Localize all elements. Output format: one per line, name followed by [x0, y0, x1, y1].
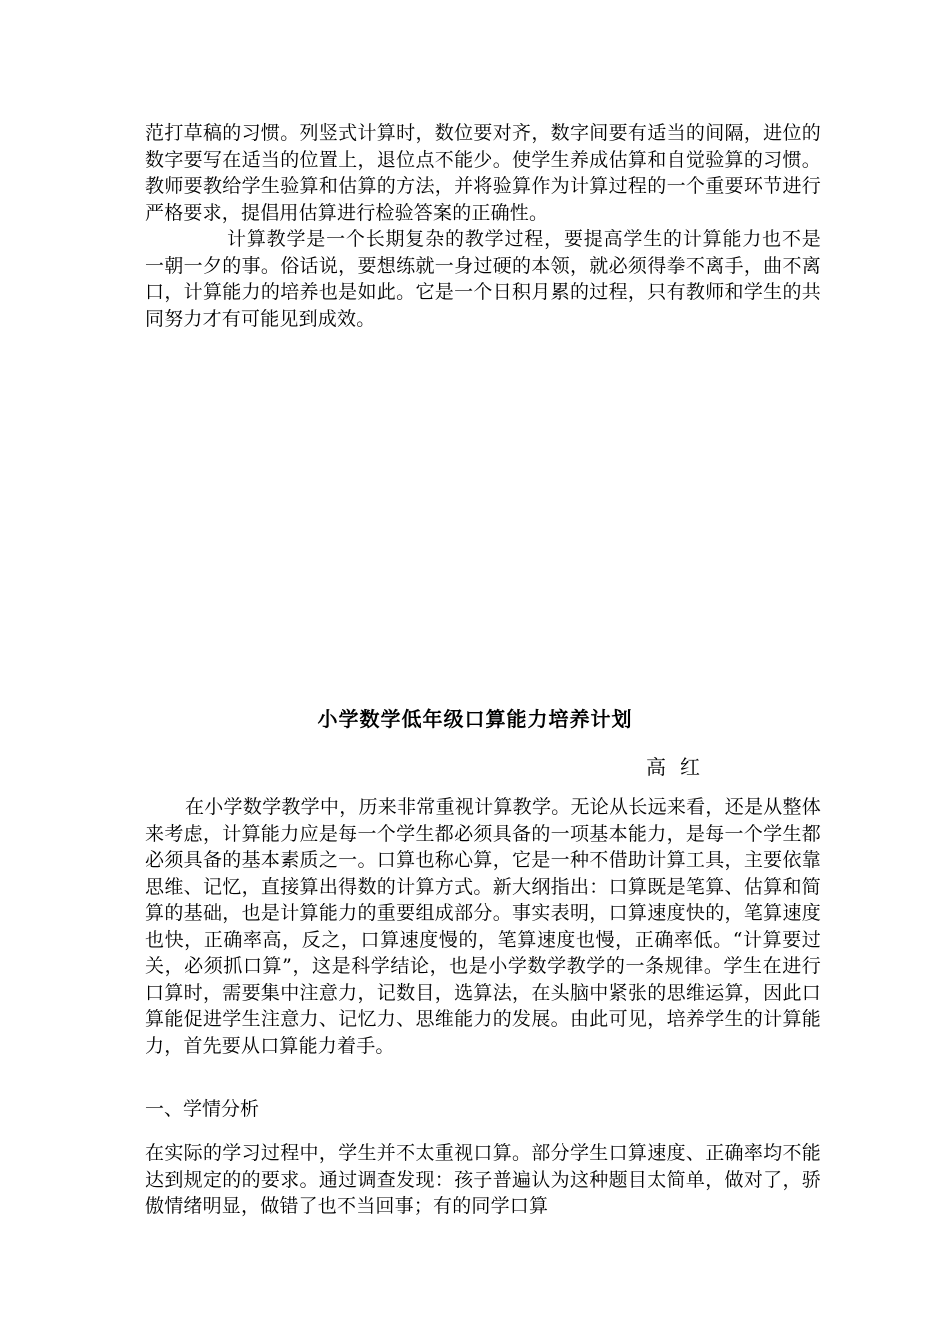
paragraph-intro: 在小学数学教学中，历来非常重视计算教学。无论从长远来看，还是从整体来考虑，计算能力应是每一个学生都必须具备的一项基本能力，是每一个学生都必须具备的基本素质之一。口算也称心算，它是一种不借助计算工具，主要依靠思维、记忆，直接算出得数的计算方式。新大纲指出：口算既是笔算、估算和简算的基础，也是计算能力的重要组成部分。事实表明，口算速度快的，笔算速度也快，正确率高，反之，口算速度慢的，笔算速度也慢，正确率低。“计算要过关，必须抓口算”，这是科学结论，也是小学数学教学的一条规律。学生在进行口算时，需要集中注意力，记数目，选算法，在头脑中紧张的思维运算，因此口算能促进学生注意力、记忆力、思维能力的发展。由此可见，培养学生的计算能力，首先要从口算能力着手。 — [145, 796, 821, 1057]
paragraph-continued: 范打草稿的习惯。列竖式计算时，数位要对齐，数字间要有适当的间隔，进位的数字要写在适当的位置上，退位点不能少。使学生养成估算和自觉验算的习惯。教师要教给学生验算和估算的方法，并将验算作为计算过程的一个重要环节进行严格要求，提倡用估算进行检验答案的正确性。 — [145, 122, 821, 224]
paragraph-conclusion: 计算教学是一个长期复杂的教学过程，要提高学生的计算能力也不是一朝一夕的事。俗话说，要想练就一身过硬的本领，就必须得拳不离手，曲不离口，计算能力的培养也是如此。它是一个日积月累的过程，只有教师和学生的共同努力才有可能见到成效。 — [145, 228, 821, 330]
section-heading: 一、学情分析 — [145, 1098, 260, 1120]
continued-text-block — [145, 120, 821, 332]
article-title: 小学数学低年级口算能力培养计划 — [317, 707, 633, 731]
paragraph-section1: 在实际的学习过程中，学生并不太重视口算。部分学生口算速度、正确率均不能达到规定的的要求。通过调查发现：孩子普遍认为这种题目太简单，做对了，骄傲情绪明显，做错了也不当回事；有的同学口算 — [145, 1142, 821, 1217]
section-text-block — [145, 1140, 821, 1220]
article-author: 高红 — [646, 755, 714, 779]
intro-text-block — [145, 794, 821, 1059]
